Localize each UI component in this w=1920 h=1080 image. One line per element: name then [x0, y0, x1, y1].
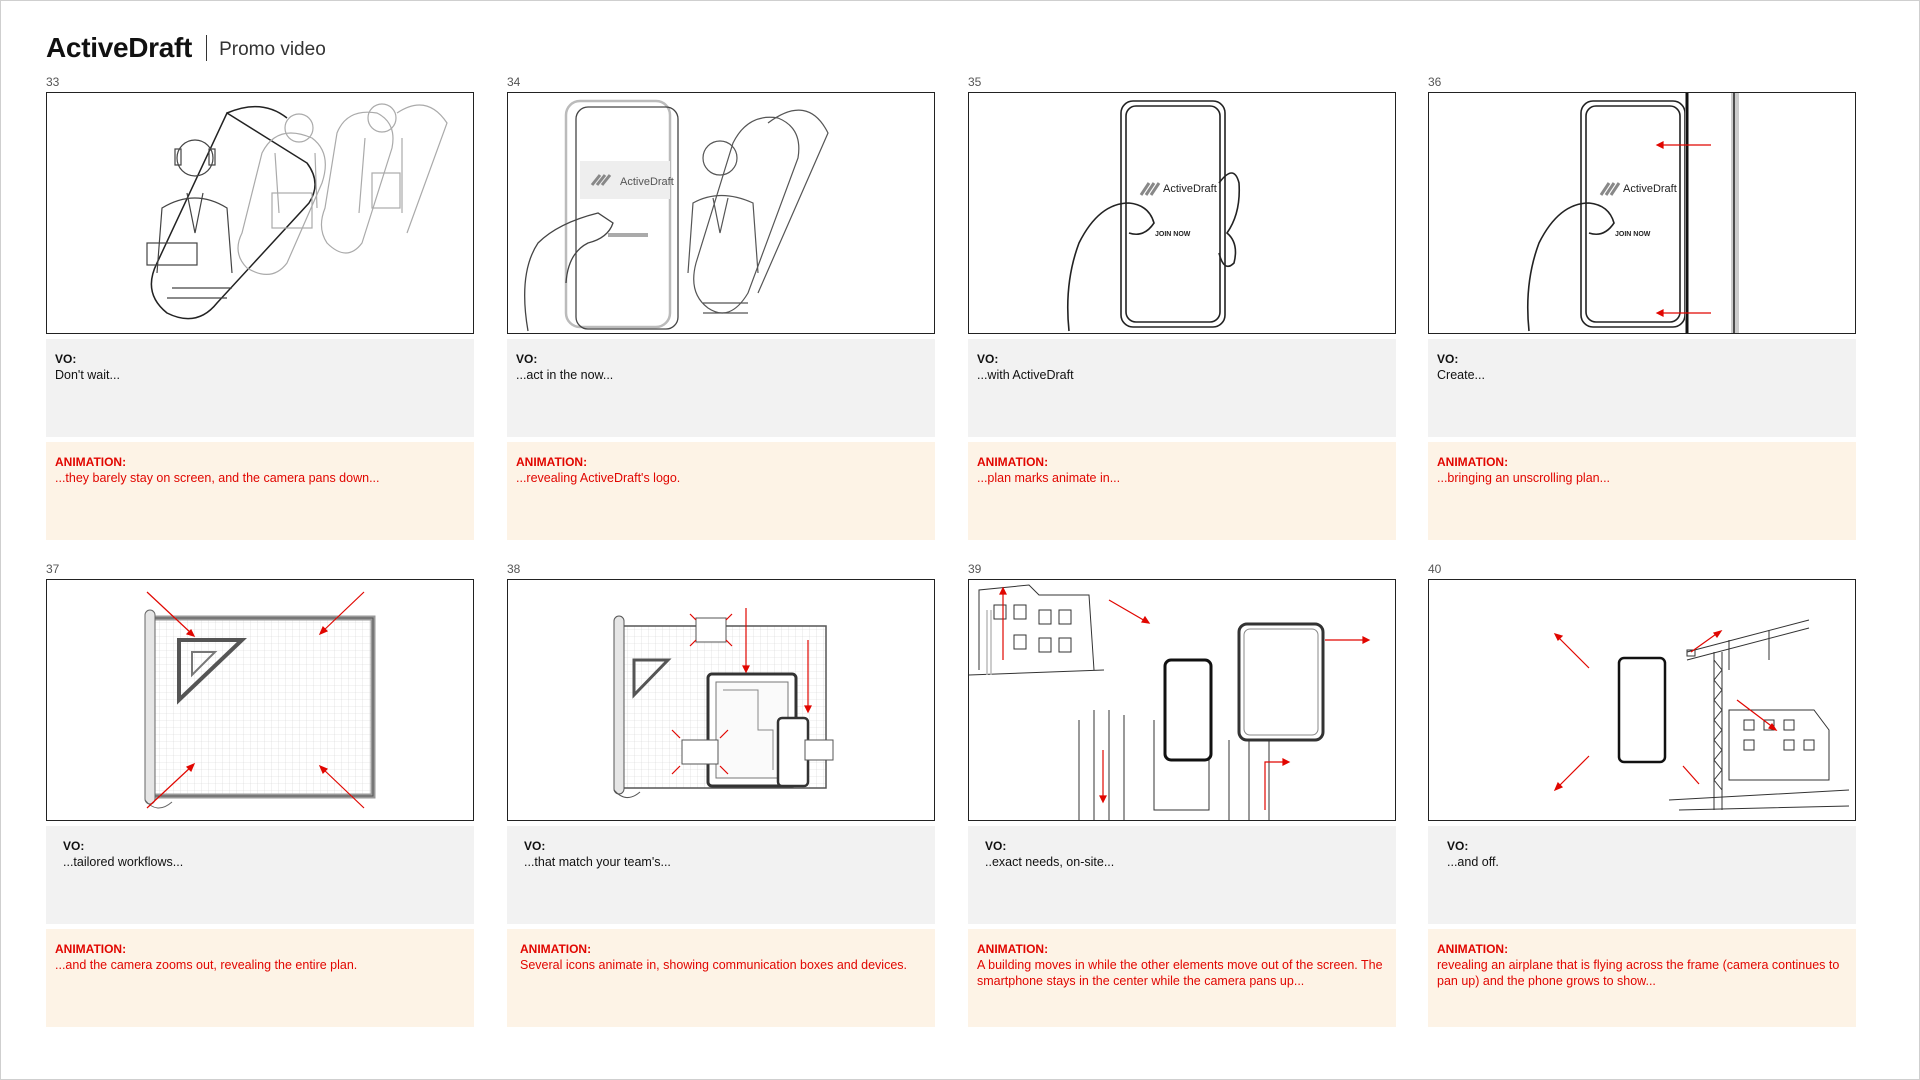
panel-number: 38	[507, 562, 521, 576]
animation-text: A building moves in while the other elements move out of the screen. The smartphone stays in the center while the camera pans up...	[977, 958, 1383, 988]
panel-number: 34	[507, 75, 521, 89]
header-divider	[206, 35, 207, 61]
vo-box	[46, 826, 474, 924]
animation-text: ...bringing an unscrolling plan...	[1437, 471, 1611, 485]
vo-box	[968, 826, 1396, 924]
header	[46, 30, 326, 66]
panel-frame	[1428, 579, 1856, 821]
vo-text: ..exact needs, on-site...	[985, 855, 1115, 869]
sketch-phone-crane	[1429, 580, 1855, 820]
animation-label: ANIMATION:	[977, 455, 1049, 469]
sketch-building-devices	[969, 580, 1395, 820]
panel-frame	[968, 92, 1396, 334]
vo-box	[1428, 339, 1856, 437]
animation-label: ANIMATION:	[1437, 455, 1509, 469]
animation-label: ANIMATION:	[516, 455, 588, 469]
animation-box	[46, 929, 474, 1027]
sketch-workers-pills	[47, 93, 473, 333]
panel-frame	[46, 92, 474, 334]
animation-text: ...and the camera zooms out, revealing the entire plan.	[55, 958, 358, 972]
animation-text: ...plan marks animate in...	[977, 471, 1121, 485]
vo-text: Don't wait...	[55, 368, 120, 382]
panel-frame	[46, 579, 474, 821]
animation-box	[968, 929, 1396, 1027]
sketch-phone-transition	[508, 93, 934, 333]
vo-label: VO:	[1437, 352, 1459, 366]
vo-label: VO:	[55, 352, 77, 366]
animation-label: ANIMATION:	[520, 942, 592, 956]
vo-text: ...that match your team's...	[524, 855, 671, 869]
panel-frame	[968, 579, 1396, 821]
animation-text: ...revealing ActiveDraft's logo.	[516, 471, 681, 485]
vo-label: VO:	[63, 839, 85, 853]
phone-join-button-text: JOIN NOW	[1155, 231, 1191, 238]
vo-text: ...act in the now...	[516, 368, 614, 382]
sketch-phone-unscrolling-plan	[1429, 93, 1855, 333]
panel-number: 33	[46, 75, 60, 89]
animation-box	[507, 929, 935, 1027]
panel-number: 40	[1428, 562, 1442, 576]
vo-label: VO:	[985, 839, 1007, 853]
vo-label: VO:	[977, 352, 999, 366]
document-subtitle: Promo video	[219, 39, 326, 60]
animation-text: ...they barely stay on screen, and the camera pans down...	[55, 471, 380, 485]
animation-box	[968, 442, 1396, 540]
panel-frame	[507, 92, 935, 334]
phone-logo-text: ActiveDraft	[1163, 183, 1217, 195]
animation-label: ANIMATION:	[1437, 942, 1509, 956]
vo-text: Create...	[1437, 368, 1485, 382]
vo-label: VO:	[516, 352, 538, 366]
brand-title: ActiveDraft	[46, 32, 193, 63]
vo-box	[507, 826, 935, 924]
panel-frame	[1428, 92, 1856, 334]
panel-number: 36	[1428, 75, 1442, 89]
animation-box	[1428, 442, 1856, 540]
sketch-plan-devices-icons	[508, 580, 934, 820]
animation-label: ANIMATION:	[55, 455, 127, 469]
animation-text: revealing an airplane that is flying across the frame (camera continues to pan up) and the phone grows to show...	[1437, 958, 1840, 988]
phone-logo-text: ActiveDraft	[620, 176, 674, 188]
vo-text: ...and off.	[1447, 855, 1499, 869]
vo-box	[507, 339, 935, 437]
vo-box	[46, 339, 474, 437]
vo-text: ...with ActiveDraft	[977, 368, 1074, 382]
panel-number: 37	[46, 562, 60, 576]
panel-frame	[507, 579, 935, 821]
animation-box	[46, 442, 474, 540]
phone-join-button-text: JOIN NOW	[1615, 231, 1651, 238]
animation-label: ANIMATION:	[55, 942, 127, 956]
vo-text: ...tailored workflows...	[63, 855, 184, 869]
vo-box	[1428, 826, 1856, 924]
phone-logo-text: ActiveDraft	[1623, 183, 1677, 195]
vo-box	[968, 339, 1396, 437]
sketch-full-plan	[47, 580, 473, 820]
animation-text: Several icons animate in, showing communication boxes and devices.	[520, 958, 908, 972]
panel-number: 35	[968, 75, 982, 89]
panel-number: 39	[968, 562, 982, 576]
vo-label: VO:	[1447, 839, 1469, 853]
animation-label: ANIMATION:	[977, 942, 1049, 956]
animation-box	[1428, 929, 1856, 1027]
vo-label: VO:	[524, 839, 546, 853]
animation-box	[507, 442, 935, 540]
sketch-phone-in-hand	[969, 93, 1395, 333]
